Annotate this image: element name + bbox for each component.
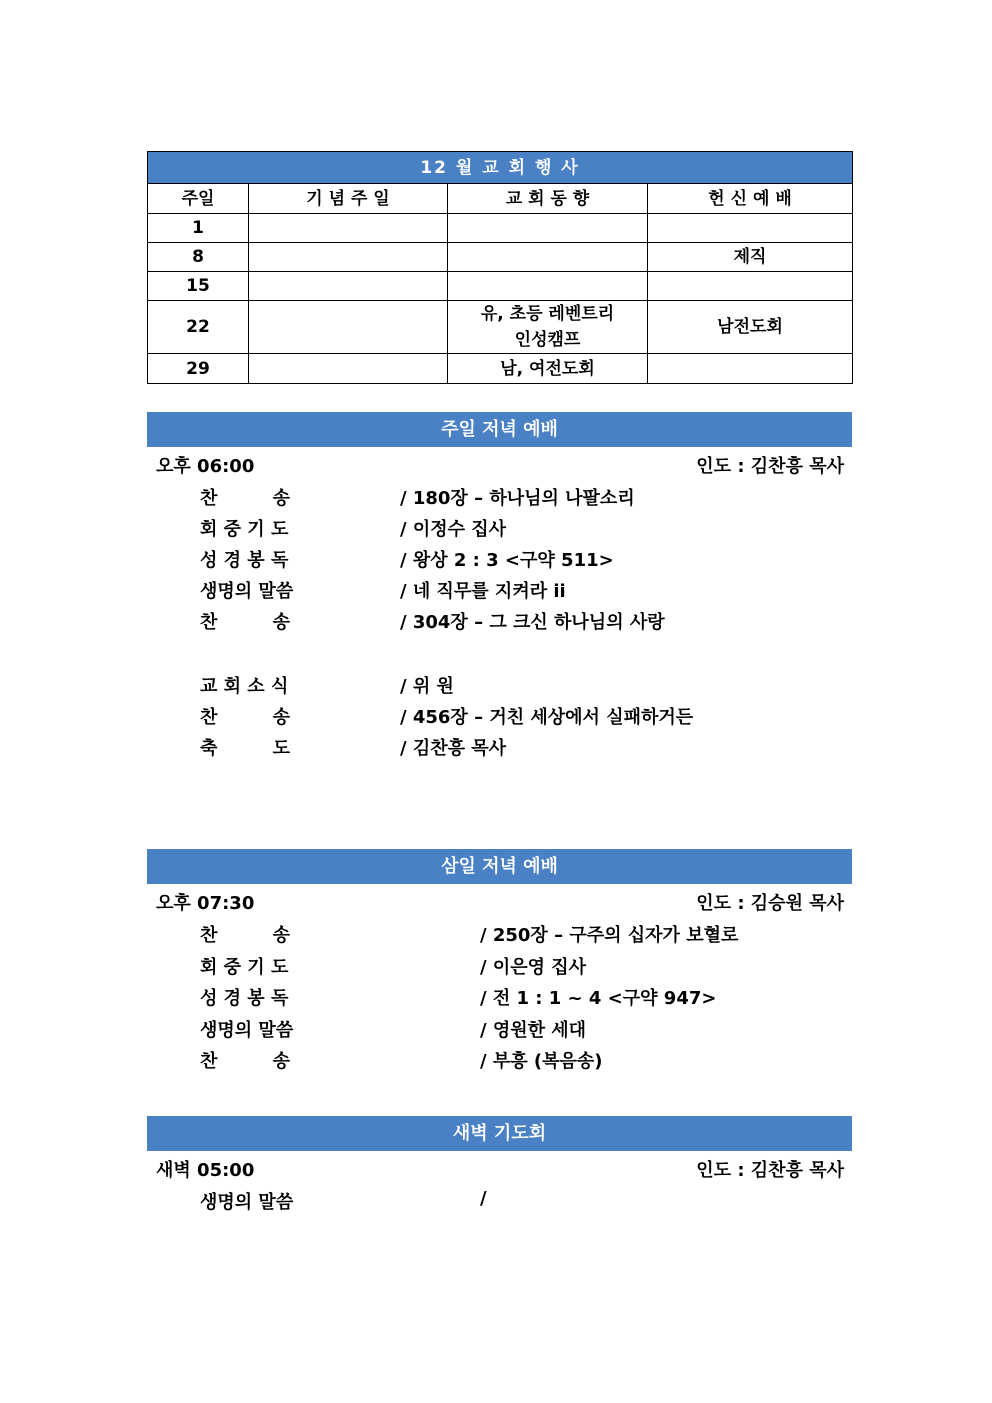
dedication-cell	[648, 214, 853, 243]
item-value: /	[480, 1188, 487, 1209]
table-row	[148, 214, 853, 243]
header-week: 주일	[148, 184, 249, 214]
item-value: / 이정수 집사	[400, 519, 507, 540]
trend-cell: 남, 여전도회	[448, 354, 648, 384]
header-dedication: 헌 신 예 배	[648, 184, 853, 214]
memorial-cell	[249, 301, 448, 354]
list-item	[200, 577, 800, 605]
item-value: / 180장 – 하나님의 나팔소리	[400, 488, 635, 509]
wednesday-evening-time: 오후 07:30	[156, 893, 255, 914]
item-value: / 250장 – 구주의 십자가 보혈로	[480, 925, 739, 946]
table-row	[148, 272, 853, 301]
dedication-cell: 제직	[648, 243, 853, 272]
item-label	[200, 921, 290, 947]
events-title: 12 월 교 회 행 사	[148, 152, 853, 184]
sunday-evening-meta	[147, 450, 852, 478]
item-value: / 이은영 집사	[480, 957, 587, 978]
dawn-prayer-title: 새벽 기도회	[147, 1116, 852, 1151]
trend-line-2: 인성캠프	[514, 330, 581, 350]
sunday-evening-time: 오후 06:00	[156, 456, 255, 477]
list-item	[200, 1188, 840, 1216]
trend-cell	[448, 214, 648, 243]
list-item	[200, 484, 800, 512]
table-row	[148, 243, 853, 272]
label-char: 송	[272, 612, 290, 633]
events-table	[147, 151, 853, 384]
item-value: / 영원한 세대	[480, 1020, 587, 1041]
dedication-cell	[648, 354, 853, 384]
item-label: 생명의 말씀	[200, 1192, 294, 1213]
memorial-cell	[249, 354, 448, 384]
item-label: 성 경 봉 독	[200, 988, 289, 1009]
list-item	[200, 546, 800, 574]
label-char: 찬	[200, 612, 218, 633]
table-row	[148, 301, 853, 354]
label-char: 축	[200, 738, 218, 759]
label-char: 도	[272, 738, 290, 759]
sunday-evening-title: 주일 저녁 예배	[147, 412, 852, 447]
memorial-cell	[249, 243, 448, 272]
list-item	[200, 984, 840, 1012]
label-char: 송	[272, 707, 290, 728]
label-char: 송	[272, 1051, 290, 1072]
list-item	[200, 703, 800, 731]
week-cell: 15	[148, 272, 249, 301]
list-item	[200, 608, 800, 636]
dedication-cell	[648, 272, 853, 301]
trend-cell	[448, 301, 648, 354]
trend-cell	[448, 272, 648, 301]
trend-line-1: 유, 초등 레벤트리	[480, 304, 615, 324]
label-char: 송	[272, 925, 290, 946]
list-item	[200, 953, 840, 981]
trend-cell	[448, 243, 648, 272]
label-char: 송	[272, 488, 290, 509]
list-item	[200, 1016, 840, 1044]
dedication-cell: 남전도회	[648, 301, 853, 354]
item-label	[200, 608, 290, 634]
wednesday-evening-leader: 인도 : 김승원 목사	[696, 893, 844, 914]
item-label: 회 중 기 도	[200, 519, 289, 540]
list-item	[200, 921, 840, 949]
header-trend: 교 회 동 향	[448, 184, 648, 214]
label-char: 찬	[200, 925, 218, 946]
item-value: / 왕상 2 : 3 <구약 511>	[400, 550, 614, 571]
item-label: 회 중 기 도	[200, 957, 289, 978]
week-cell: 29	[148, 354, 249, 384]
label-char: 찬	[200, 707, 218, 728]
wednesday-evening-title: 삼일 저녁 예배	[147, 849, 852, 884]
wednesday-evening-meta	[147, 887, 852, 915]
sunday-evening-leader: 인도 : 김찬흥 목사	[696, 456, 844, 477]
item-value: / 김찬흥 목사	[400, 738, 507, 759]
table-row	[148, 354, 853, 384]
header-memorial: 기 념 주 일	[249, 184, 448, 214]
memorial-cell	[249, 272, 448, 301]
item-label	[200, 734, 290, 760]
item-label: 성 경 봉 독	[200, 550, 289, 571]
memorial-cell	[249, 214, 448, 243]
item-label	[200, 1047, 290, 1073]
list-item	[200, 672, 800, 700]
label-char: 찬	[200, 1051, 218, 1072]
events-header-row	[148, 184, 853, 214]
dawn-prayer-time: 새벽 05:00	[156, 1160, 255, 1181]
item-label: 생명의 말씀	[200, 581, 294, 602]
dawn-prayer-leader: 인도 : 김찬흥 목사	[696, 1160, 844, 1181]
label-char: 찬	[200, 488, 218, 509]
item-label	[200, 484, 290, 510]
item-value: / 304장 – 그 크신 하나님의 사랑	[400, 612, 665, 633]
item-value: / 부흥 (복음송)	[480, 1051, 603, 1072]
list-item	[200, 515, 800, 543]
item-label: 생명의 말씀	[200, 1020, 294, 1041]
week-cell: 8	[148, 243, 249, 272]
item-label	[200, 703, 290, 729]
list-item	[200, 1047, 840, 1075]
item-value: / 전 1 : 1 ~ 4 <구약 947>	[480, 988, 717, 1009]
list-item	[200, 734, 800, 762]
item-value: / 위 원	[400, 676, 454, 697]
item-value: / 네 직무를 지켜라 ii	[400, 581, 566, 602]
week-cell: 1	[148, 214, 249, 243]
week-cell: 22	[148, 301, 249, 354]
dawn-prayer-meta	[147, 1154, 852, 1182]
item-value: / 456장 – 거친 세상에서 실패하거든	[400, 707, 694, 728]
item-label: 교 회 소 식	[200, 676, 289, 697]
